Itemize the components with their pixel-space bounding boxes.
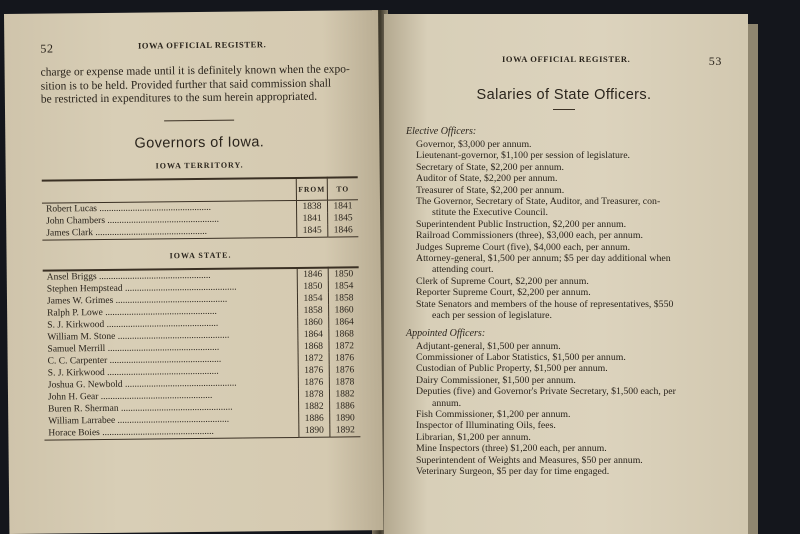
salary-line: Railroad Commissioners (three), $3,000 each, per annum. — [416, 230, 643, 242]
governor-name-text: Ralph P. Lowe ..... — [47, 306, 217, 318]
salary-line: Attorney-general, $1,500 per annum; $5 per day additional when — [416, 253, 671, 265]
salary-line: Fish Commissioner, $1,200 per annum. — [416, 408, 571, 420]
salary-line: Adjutant-general, $1,500 per annum. — [416, 340, 561, 352]
year-from: 1838 — [296, 200, 327, 213]
salary-line: each per session of legislature. — [432, 310, 552, 322]
salary-line: Superintendent of Weights and Measures, $50 per annum. — [416, 454, 643, 466]
salary-line: attending court. — [432, 264, 494, 276]
salary-line: Reporter Supreme Court, $2,200 per annum. — [416, 287, 591, 299]
year-from: 1890 — [299, 424, 330, 437]
governor-name-text: William M. Stone ..... — [47, 330, 229, 342]
year-from: 1854 — [297, 292, 328, 304]
governor-name-text: Samuel Merrill ..... — [47, 342, 219, 354]
table-row — [42, 224, 358, 240]
right-running-head — [406, 54, 722, 69]
governor-name-text: William Larrabee ..... — [48, 414, 229, 426]
governor-name-text: Robert Lucas ..... — [46, 202, 211, 214]
governor-name-text: Stephen Hempstead ..... — [47, 282, 237, 294]
year-to: 1864 — [329, 316, 360, 328]
salary-line: Inspector of Illuminating Oils, fees. — [416, 420, 556, 432]
state-table — [43, 266, 361, 440]
governor-name-text: Joshua G. Newbold ..... — [48, 378, 237, 390]
governor-name-text: S. J. Kirkwood ..... — [48, 366, 219, 378]
table-row — [44, 424, 360, 440]
governor-name-text: John H. Gear ..... — [48, 390, 212, 402]
salary-line: The Governor, Secretary of State, Auditor, and Treasurer, con- — [416, 196, 661, 208]
governor-name-text: Horace Boies ..... — [48, 426, 214, 438]
year-from: 1850 — [297, 280, 328, 292]
year-to: 1845 — [328, 212, 359, 224]
year-from: 1846 — [297, 267, 328, 280]
year-from: 1845 — [297, 224, 328, 237]
year-to: 1868 — [329, 328, 360, 340]
col-from: FROM — [296, 177, 327, 200]
salary-line: Librarian, $1,200 per annum. — [416, 431, 531, 443]
elective-list — [406, 139, 722, 322]
year-from: 1886 — [299, 412, 330, 424]
salary-line: Deputies (five) and Governor's Private Secretary, $1,500 each, per — [416, 386, 676, 398]
table-header-row — [42, 177, 358, 203]
territory-heading: IOWA TERRITORY. — [155, 159, 244, 170]
paragraph-line: be restricted in expenditures to the sum herein appropriated. — [40, 90, 318, 106]
appointed-heading: Appointed Officers: — [406, 327, 486, 339]
salary-line: Secretary of State, $2,200 per annum. — [416, 161, 564, 173]
year-from: 1878 — [298, 388, 329, 400]
left-header-title: IOWA OFFICIAL REGISTER. — [137, 39, 267, 51]
title-rule — [553, 109, 575, 110]
governors-title: Governors of Iowa. — [134, 133, 265, 152]
year-to: 1872 — [329, 340, 360, 352]
elective-heading: Elective Officers: — [406, 126, 477, 137]
year-to: 1860 — [329, 304, 360, 316]
salary-line: Auditor of State, $2,200 per annum. — [416, 173, 558, 185]
year-to: 1890 — [330, 412, 361, 424]
salary-line: Clerk of Supreme Court, $2,200 per annum. — [416, 275, 589, 287]
right-header-title: IOWA OFFICIAL REGISTER. — [502, 54, 631, 64]
salary-line: Governor, $3,000 per annum. — [416, 139, 532, 150]
governor-name-text: James Clark ..... — [46, 226, 207, 238]
right-page — [384, 14, 748, 534]
governor-name-text: John Chambers ..... — [46, 214, 219, 226]
right-page-number: 53 — [708, 54, 722, 68]
salary-line: Veterinary Surgeon, $5 per day for time engaged. — [416, 465, 610, 477]
governor-name — [42, 224, 297, 239]
year-to: 1878 — [329, 376, 360, 388]
year-from: 1864 — [298, 328, 329, 340]
salary-line: Superintendent Public Instruction, $2,200 per annum. — [416, 218, 627, 230]
salary-line: Commissioner of Labor Statistics, $1,500 per annum. — [416, 351, 626, 363]
salary-line: Treasurer of State, $2,200 per annum. — [416, 184, 565, 196]
year-from: 1860 — [298, 316, 329, 328]
year-to: 1841 — [327, 199, 358, 212]
salary-line: Lieutenant-governor, $1,100 per session of legislature. — [416, 150, 630, 162]
salary-line: Judges Supreme Court (five), $4,000 each, per annum. — [416, 241, 631, 253]
year-to: 1892 — [330, 424, 361, 437]
year-from: 1876 — [298, 376, 329, 388]
left-page-number: 52 — [40, 41, 54, 56]
year-from: 1868 — [298, 340, 329, 352]
governor-name-text: C. C. Carpenter ..... — [48, 354, 222, 366]
year-from: 1882 — [299, 400, 330, 412]
left-page — [4, 10, 383, 534]
page-edge — [748, 24, 758, 534]
section-rule — [164, 119, 234, 121]
governor-name-text: Ansel Briggs ..... — [47, 270, 211, 282]
governor-name-text: Buren R. Sherman ..... — [48, 402, 233, 414]
territory-table — [42, 176, 359, 240]
col-to: TO — [327, 177, 358, 200]
paragraph-line: sition is to be held. Provided further that said commission shall — [40, 77, 332, 93]
year-from: 1841 — [297, 212, 328, 224]
continued-paragraph — [41, 63, 357, 107]
year-to: 1850 — [328, 267, 359, 280]
state-heading: IOWA STATE. — [169, 250, 232, 260]
year-to: 1886 — [330, 400, 361, 412]
paragraph-line: charge or expense made until it is definitely known when the expo- — [40, 63, 350, 79]
year-from: 1858 — [298, 304, 329, 316]
salary-line: Mine Inspectors (three) $1,200 each, per annum. — [416, 443, 607, 455]
left-running-head — [40, 38, 356, 56]
year-to: 1854 — [328, 280, 359, 292]
governor-name-text: S. J. Kirkwood ..... — [47, 318, 218, 330]
salary-line: annum. — [432, 397, 462, 409]
year-to: 1876 — [329, 352, 360, 364]
salaries-title: Salaries of State Officers. — [476, 87, 652, 103]
year-to: 1846 — [328, 224, 359, 237]
salary-line: stitute the Executive Council. — [432, 207, 548, 219]
governor-name-text: James W. Grimes ..... — [47, 294, 227, 306]
appointed-list — [406, 341, 722, 478]
year-from: 1872 — [298, 352, 329, 364]
year-to: 1882 — [329, 388, 360, 400]
governor-name — [44, 424, 299, 439]
year-to: 1858 — [328, 292, 359, 304]
salary-line: State Senators and members of the house of representatives, $550 — [416, 298, 674, 310]
salary-line: Custodian of Public Property, $1,500 per annum. — [416, 363, 608, 375]
year-from: 1876 — [298, 364, 329, 376]
year-to: 1876 — [329, 364, 360, 376]
salary-line: Dairy Commissioner, $1,500 per annum. — [416, 374, 576, 386]
